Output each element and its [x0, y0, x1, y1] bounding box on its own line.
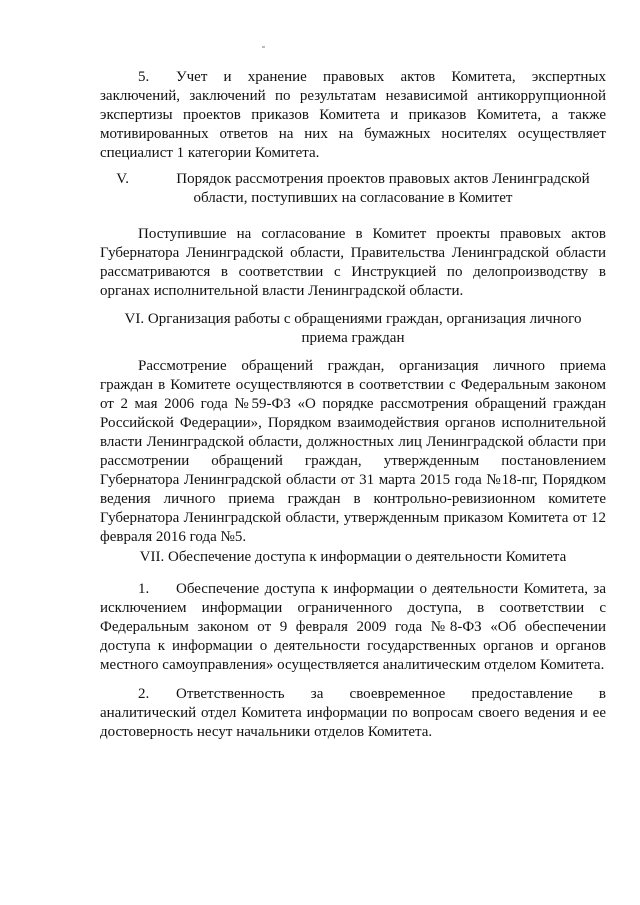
section-5-title-line1: Порядок рассмотрения проектов правовых актов Ленинградской: [176, 171, 590, 187]
section-6-title-line2: приема граждан: [301, 330, 405, 346]
section-7-paragraph-2-text: Ответственность за своевременное предоставление в аналитический отдел Комитета информации по вопросам своего ведения и ее достоверность несут начальники отделов Комитета.: [100, 686, 606, 740]
paragraph-5-text: Учет и хранение правовых актов Комитета, экспертных заключений, заключений по результатам независимой антикоррупционной экспертизы проектов приказов Комитета и приказов Комитета, а также мотивированных ответов на них на бумажных носителях осуществляет специалист 1 категории Комитета.: [100, 69, 606, 161]
section-7-paragraph-1-number: 1.: [138, 581, 150, 597]
section-7-heading: VII. Обеспечение доступа к информации о деятельности Комитета: [139, 549, 567, 565]
section-7-paragraph-2: [100, 685, 606, 742]
section-6-heading: [100, 310, 606, 348]
section-7-paragraph-2-number: 2.: [138, 686, 150, 702]
section-5-title-line2: области, поступивших на согласование в Комитет: [193, 190, 513, 206]
section-7-paragraph-1-text: Обеспечение доступа к информации о деятельности Комитета, за исключением информации ограниченного доступа, в соответствии с Федеральным законом от 9 февраля 2009 года №8-ФЗ «Об обеспечении доступа к информации о деятельности государственных органов и органов местного самоуправления» осуществляется аналитическим отделом Комитета.: [100, 581, 606, 673]
paragraph-5-number: 5.: [138, 69, 150, 85]
section-5-heading: [100, 170, 606, 208]
section-6-title-line1: VI. Организация работы с обращениями граждан, организация личного: [124, 311, 582, 327]
scan-speck: [262, 46, 265, 48]
paragraph-5: [100, 68, 606, 163]
section-7-paragraph-1: [100, 580, 606, 675]
section-5-numeral: V.: [116, 171, 129, 187]
section-5-text: Поступившие на согласование в Комитет проекты правовых актов Губернатора Ленинградской области, Правительства Ленинградской области рассматриваются в соответствии с Инструкцией по делопроизводству в органах исполнительной власти Ленинградской области.: [100, 226, 606, 299]
section-6-text: Рассмотрение обращений граждан, организация личного приема граждан в Комитете осуществляются в соответствии с Федеральным законом от 2 мая 2006 года №59-ФЗ «О порядке рассмотрения обращений граждан Российской Федерации», Порядком взаимодействия органов исполнительной власти Ленинградской области, должностных лиц Ленинградской области при рассмотрении обращений граждан, утвержденным постановлением Губернатора Ленинградской области от 31 марта 2015 года №18-пг, Порядком ведения личного приема граждан в контрольно-ревизионном комитете Губернатора Ленинградской области, утвержденным приказом Комитета от 12 февраля 2016 года №5.: [100, 358, 606, 545]
